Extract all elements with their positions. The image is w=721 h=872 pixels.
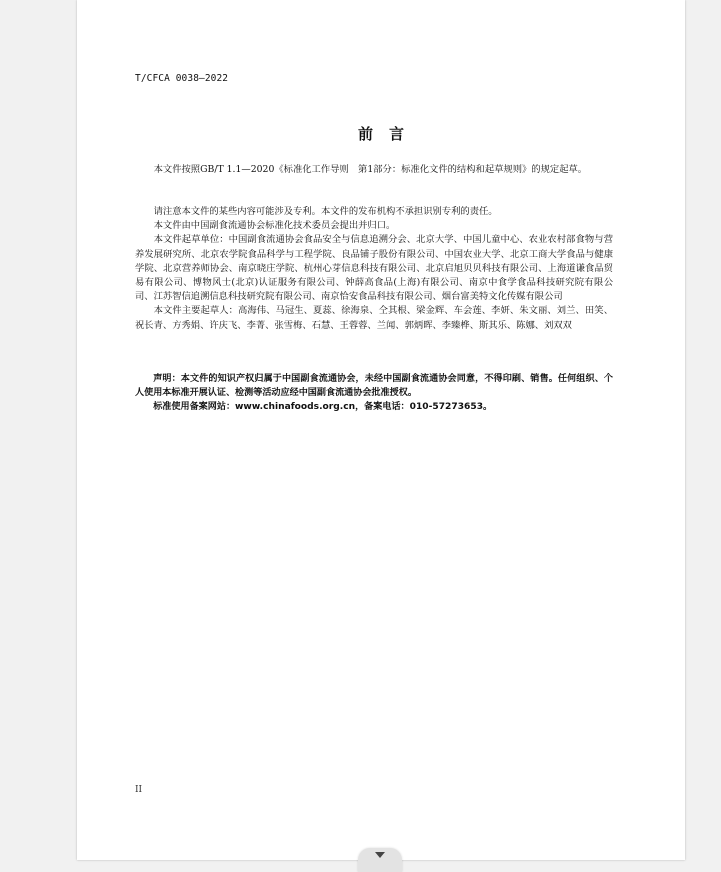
paragraph-drafters: 本文件主要起草人：高海伟、马冠生、夏蕊、徐海泉、仝其根、梁金辉、车会莲、李妍、朱文丽、刘兰、田笑、祝长青、方秀娟、许庆飞、李菁、张雪梅、石慧、王蓉蓉、兰闻、郭炳晖、李臻桦、斯其乐、陈娜、刘双双	[135, 305, 613, 331]
paragraph-drafting-units: 本文件起草单位：中国副食流通协会食品安全与信息追溯分会、北京大学、中国儿童中心、农业农村部食物与营养发展研究所、北京农学院食品科学与工程学院、良品铺子股份有限公司、中国农业大学、北京工商大学食品与健康学院、北京营养师协会、南京晓庄学院、杭州心芽信息科技有限公司、北京启旭贝贝科技有限公司、上海道谦食品贸易有限公司、博物风士(北京)认证服务有限公司、钟薛高食品(上海)有限公司、南京中食学食品科技研究院有限公司、江苏智信追溯信息科技研究院有限公司、南京恰安食品科技有限公司、烟台富美特文化传媒有限公司	[135, 234, 613, 303]
scroll-next-page-button[interactable]	[358, 848, 402, 872]
paragraph: 本文件按照GB/T 1.1—2020《标准化工作导则 第1部分：标准化文件的结构和起草规则》的规定起草。	[153, 164, 588, 175]
page-title: 前言	[357, 125, 420, 143]
paragraph-patent-notice: 请注意本文件的某些内容可能涉及专利。本文件的发布机构不承担识别专利的责任。	[153, 206, 498, 217]
foreword-block-main	[135, 205, 613, 333]
document-page	[77, 0, 685, 860]
page-number: II	[135, 785, 143, 795]
chevron-down-icon	[375, 852, 385, 858]
paragraph-proposer: 本文件由中国副食流通协会标准化技术委员会提出并归口。	[153, 220, 396, 232]
foreword-block-declaration	[135, 372, 613, 415]
foreword-block-drafting-rules	[135, 163, 613, 177]
paragraph-copyright-declaration: 声明：本文件的知识产权归属于中国副食流通协会，未经中国副食流通协会同意，不得印刷、销售。任何组织、个人使用本标准开展认证、检测等活动应经中国副食流通协会批准授权。	[135, 374, 613, 399]
paragraph-filing-info: 标准使用备案网站：www.chinafoods.org.cn，备案电话：010-57273653。	[153, 402, 493, 413]
standard-code: T/CFCA 0038—2022	[135, 73, 229, 84]
